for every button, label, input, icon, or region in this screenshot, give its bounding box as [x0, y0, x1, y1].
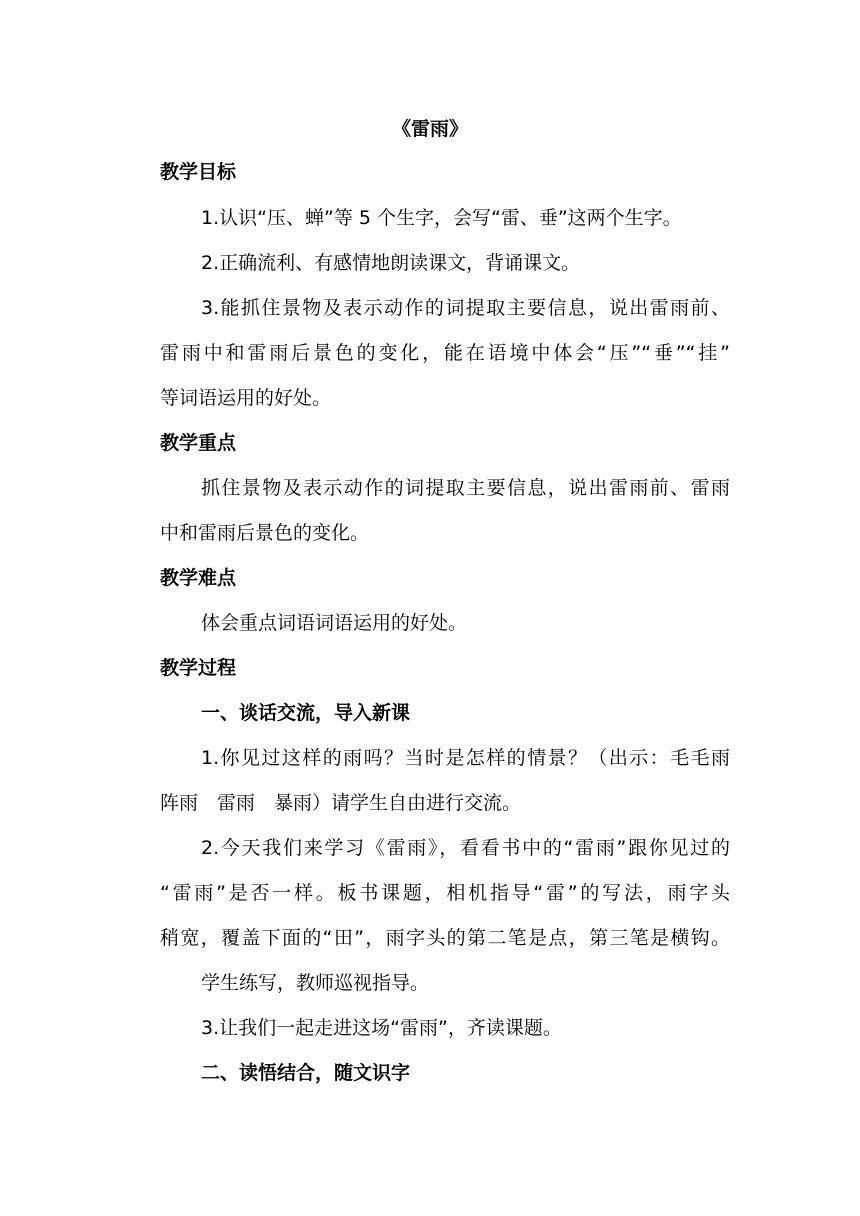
heading-difficulties: 教学难点: [160, 567, 237, 589]
process-part-1-p2-line-3: 稍宽，覆盖下面的“田”，雨字头的第二笔是点，第三笔是横钩。: [160, 927, 730, 949]
goal-item-3-line-2: 雷雨中和雷雨后景色的变化，能在语境中体会“压”“垂”“挂”: [160, 342, 730, 364]
heading-key-points: 教学重点: [160, 432, 237, 454]
process-part-1-heading: 一、谈话交流，导入新课: [201, 702, 411, 724]
process-part-1-p4-line-1: 3.让我们一起走进这场“雷雨”，齐读课题。: [201, 1017, 562, 1039]
goal-item-3-line-3: 等词语运用的好处。: [160, 387, 332, 409]
heading-teaching-goals: 教学目标: [160, 161, 237, 183]
process-part-1-p3-line-1: 学生练写，教师巡视指导。: [201, 972, 430, 994]
key-points-line-1: 抓住景物及表示动作的词提取主要信息，说出雷雨前、雷雨: [201, 477, 730, 499]
process-part-1-p2-line-2: “雷雨”是否一样。板书课题，相机指导“雷”的写法，雨字头: [160, 882, 730, 904]
process-part-2-heading: 二、读悟结合，随文识字: [201, 1062, 411, 1084]
process-part-1-p1-line-2: 阵雨 雷雨 暴雨）请学生自由进行交流。: [160, 792, 522, 814]
heading-teaching-process: 教学过程: [160, 657, 237, 679]
difficulties-line-1: 体会重点词语词语运用的好处。: [201, 612, 468, 634]
process-part-1-p2-line-1: 2.今天我们来学习《雷雨》，看看书中的“雷雨”跟你见过的: [201, 837, 730, 859]
document-title: 《雷雨》: [391, 118, 468, 140]
goal-item-3-line-1: 3.能抓住景物及表示动作的词提取主要信息，说出雷雨前、: [201, 297, 730, 319]
key-points-line-2: 中和雷雨后景色的变化。: [160, 522, 370, 544]
goal-item-1: 1.认识“压、蝉”等 5 个生字，会写“雷、垂”这两个生字。: [201, 207, 682, 229]
process-part-1-p1-line-1: 1.你见过这样的雨吗？当时是怎样的情景？（出示：毛毛雨: [201, 747, 730, 769]
goal-item-2: 2.正确流利、有感情地朗读课文，背诵课文。: [201, 252, 581, 274]
